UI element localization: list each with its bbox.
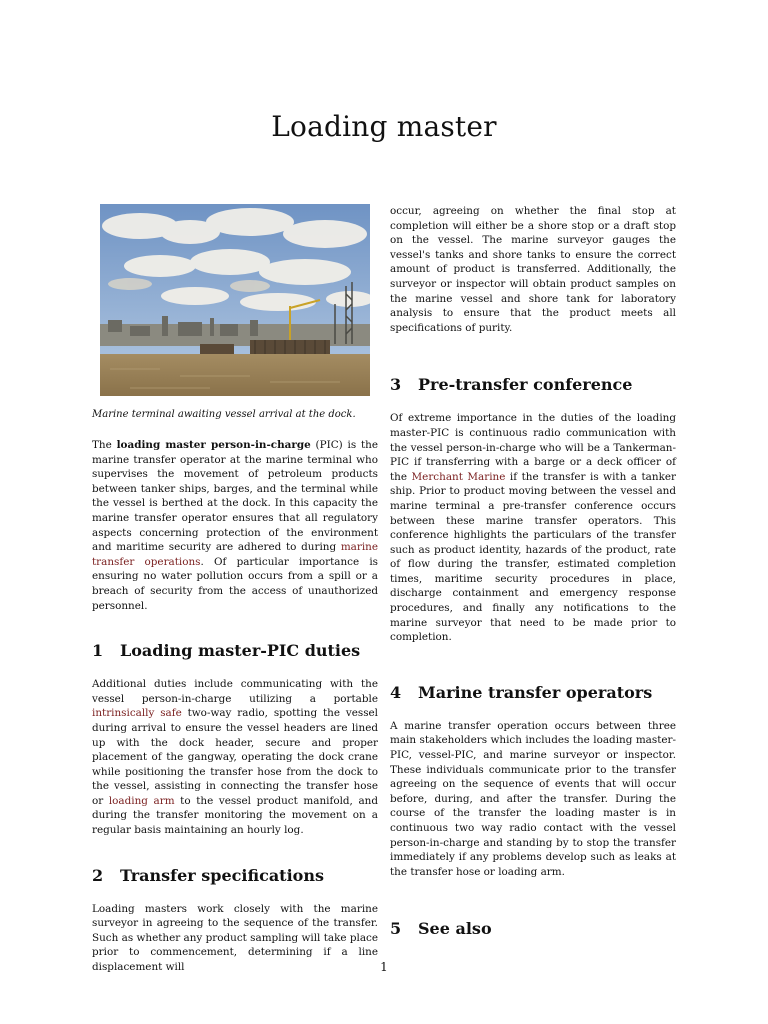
section-4-title: Marine transfer operators — [418, 682, 653, 702]
section-1-text-3: to the vessel product manifold, and during the transfer monitoring the movement on a regular basis maintaining an hourly log. — [92, 794, 378, 837]
section-1-text-1: Additional duties include communicating with the vessel person-in-charge utilizing a portable — [92, 678, 378, 705]
section-3-heading — [390, 375, 676, 395]
section-1-number: 1 — [92, 641, 104, 661]
section-1-heading — [92, 641, 378, 661]
intro-text-1: The — [92, 439, 117, 451]
section-2-paragraph-left: Loading masters work closely with the marine surveyor in agreeing to the sequence of the transfer. Such as whether any product sampling will take place prior to commencement, determining if a line displacement will — [92, 902, 378, 974]
section-5-heading — [390, 919, 676, 939]
intro-text-2: (PIC) is the marine transfer operator at the marine terminal who supervises the movement of petroleum products between tanker ships, barges, and the terminal while the vessel is berthed at the dock. In this capacity the marine transfer operator ensures that all regulatory aspects concerning protection of the environment and maritime security are adhered to during — [92, 439, 378, 554]
section-3-paragraph — [390, 411, 676, 645]
page-number: 1 — [380, 960, 388, 974]
marine-terminal-image — [100, 204, 370, 396]
section-5-title: See also — [418, 919, 492, 939]
section-5-number: 5 — [390, 919, 402, 939]
section-1-paragraph — [92, 677, 378, 838]
figure-marine-terminal-photo — [100, 204, 370, 396]
figure-caption: Marine terminal awaiting vessel arrival at the dock. — [92, 409, 356, 420]
link-loading-arm[interactable]: loading arm — [108, 794, 175, 807]
section-3-title: Pre-transfer conference — [418, 375, 633, 395]
link-intrinsically-safe[interactable]: intrinsically safe — [92, 707, 182, 720]
section-1-text-2: two-way radio, spotting the vessel during arrival to ensure the vessel headers are lined up with the dock header, secure and proper placement of the gangway, operating the dock crane while positioning the transfer hose from the dock to the vessel, assisting in connecting the transfer hose or — [92, 707, 378, 807]
section-2-heading — [92, 866, 378, 886]
left-column — [92, 204, 378, 975]
section-4-heading — [390, 683, 676, 703]
right-column — [390, 204, 676, 939]
section-4-number: 4 — [390, 682, 402, 702]
intro-paragraph — [92, 438, 378, 613]
section-4-paragraph: A marine transfer operation occurs between three main stakeholders which includes the loading master-PIC, vessel-PIC, and marine surveyor or inspector. These individuals communicate prior to the transfer agreeing on the sequence of events that will occur before, during, and after the transfer. During the course of the transfer the loading master is in continuous two way radio contact with the vessel person-in-charge and standing by to stop the transfer immediately if any problems develop such as leaks at the transfer hose or loading arm. — [390, 719, 676, 878]
section-2-title: Transfer specifications — [120, 865, 324, 885]
link-marine-transfer-operations[interactable]: marine transfer operations — [92, 541, 378, 568]
section-3-text-2: if the transfer is with a tanker ship. Prior to product moving between the vessel and marine terminal a pre-transfer conference occurs between these marine transfer operators. This conference highlights the particulars of the transfer such as product identity, hazards of the product, rate of flow during the transfer, estimated completion times, maritime security procedures in place, discharge containment and emergency response procedures, and finally any notifications to the marine surveyor that need to be made prior to completion. — [390, 470, 676, 644]
intro-text-3: . Of particular importance is ensuring no water pollution occurs from a spill or a breach of security from the access of unauthorized personnel. — [92, 555, 378, 612]
section-3-text-1: Of extreme importance in the duties of the loading master-PIC is continuous radio communication with the vessel person-in-charge who will be a Tankerman-PIC if transferring with a barge or a deck officer of the — [390, 412, 676, 483]
section-1-title: Loading master-PIC duties — [120, 641, 361, 661]
section-2-paragraph-right: occur, agreeing on whether the final stop at completion will either be a shore stop or a draft stop on the vessel. The marine surveyor gauges the vessel's tanks and shore tanks to ensure the correct amount of product is transferred. Additionally, the surveyor or inspector will obtain product samples on the marine vessel and shore tank for laboratory analysis to ensure that the product meets all specifications of purity. — [390, 205, 676, 334]
section-2-number: 2 — [92, 865, 104, 885]
section-3-number: 3 — [390, 375, 402, 395]
page-title: Loading master — [271, 110, 497, 143]
link-merchant-marine[interactable]: Merchant Marine — [411, 470, 506, 483]
intro-bold-term: loading master person-in-charge — [116, 439, 311, 451]
